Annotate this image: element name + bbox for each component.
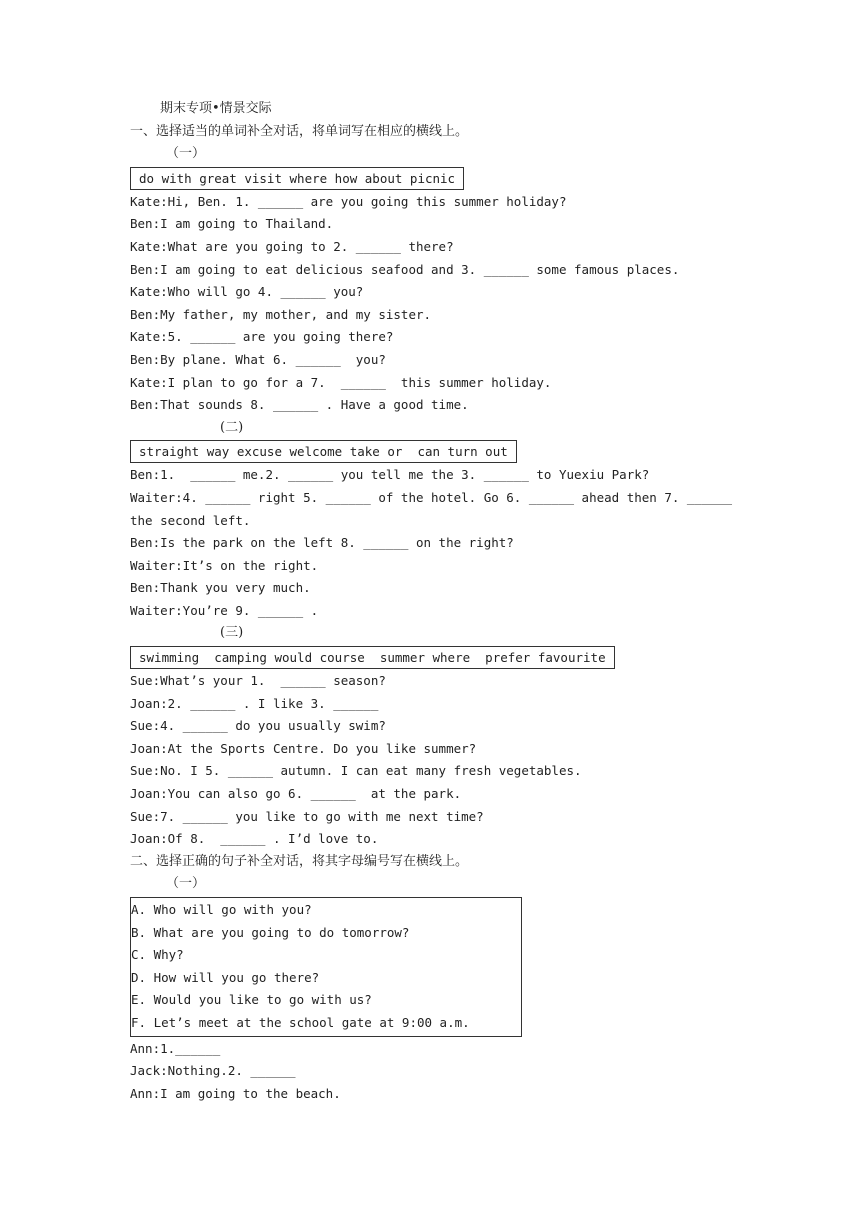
option-item: B. What are you going to do tomorrow? [131,924,410,940]
dialogue-line: Waiter:It’s on the right. [130,557,319,573]
dialogue-line: Ben:1. ______ me.2. ______ you tell me the 3. ______ to Yuexiu Park? [130,467,650,483]
dialogue-line: Waiter:4. ______ right 5. ______ of the hotel. Go 6. ______ ahead then 7. ______ the second left. [130,489,733,528]
word-bank: do with great visit where how about picnic [130,167,464,190]
dialogue-line: Joan:At the Sports Centre. Do you like summer? [130,740,477,756]
dialogue [130,1038,750,1106]
dialogue-line: Ben:Thank you very much. [130,580,311,596]
option-item: E. Would you like to go with us? [131,992,372,1008]
section-label: （一） [166,146,206,162]
dialogue-line: Ben:That sounds 8. ______ . Have a good time. [130,397,469,413]
dialogue-line: Kate:Who will go 4. ______ you? [130,284,364,300]
option-item: A. Who will go with you? [131,902,312,917]
dialogue [130,191,750,417]
section-label: (三) [220,625,244,641]
dialogue-line: Joan:2. ______ . I like 3. ______ [130,695,379,711]
dialogue-line: Kate:5. ______ are you going there? [130,329,394,345]
dialogue-line: Sue:7. ______ you like to go with me next time? [130,808,484,824]
dialogue-line: Jack:Nothing.2. ______ [130,1063,296,1079]
part1-heading: 一、选择适当的单词补全对话，将单词写在相应的横线上。 [130,123,469,139]
dialogue-line: Joan:Of 8. ______ . I’d love to. [130,831,379,847]
dialogue-line: Ben:By plane. What 6. ______ you? [130,351,386,367]
dialogue [130,464,750,622]
dialogue-line: Ann:1.______ [130,1040,221,1056]
dialogue-line: Joan:You can also go 6. ______ at the park. [130,786,462,802]
page-title: 期末专项•情景交际 [160,101,272,116]
dialogue-line: Ben:Is the park on the left 8. ______ on the right? [130,535,514,551]
option-item: F. Let’s meet at the school gate at 9:00 a.m. [131,1014,470,1030]
part2-heading: 二、选择正确的句子补全对话，将其字母编号写在横线上。 [130,853,469,869]
dialogue-line: Sue:4. ______ do you usually swim? [130,718,386,734]
dialogue-line: Ben:I am going to Thailand. [130,216,334,232]
options-box [130,897,522,1037]
word-bank: straight way excuse welcome take or can turn out [130,440,517,463]
section-label: (二) [220,419,244,435]
worksheet [130,98,750,1105]
dialogue-line: Waiter:You’re 9. ______ . [130,602,319,618]
dialogue [130,670,750,851]
option-item: D. How will you go there? [131,969,320,985]
dialogue-line: Sue:What’s your 1. ______ season? [130,673,386,689]
dialogue-line: Ben:I am going to eat delicious seafood and 3. ______ some famous places. [130,261,680,277]
dialogue-line: Sue:No. I 5. ______ autumn. I can eat many fresh vegetables. [130,763,582,779]
option-item: C. Why? [131,947,184,963]
dialogue-line: Kate:Hi, Ben. 1. ______ are you going this summer holiday? [130,193,567,209]
section-label: （一） [166,876,206,892]
dialogue-line: Kate:What are you going to 2. ______ there? [130,238,454,254]
dialogue-line: Ann:I am going to the beach. [130,1085,341,1101]
dialogue-line: Kate:I plan to go for a 7. ______ this summer holiday. [130,374,552,390]
dialogue-line: Ben:My father, my mother, and my sister. [130,306,432,322]
word-bank: swimming camping would course summer where prefer favourite [130,646,615,669]
